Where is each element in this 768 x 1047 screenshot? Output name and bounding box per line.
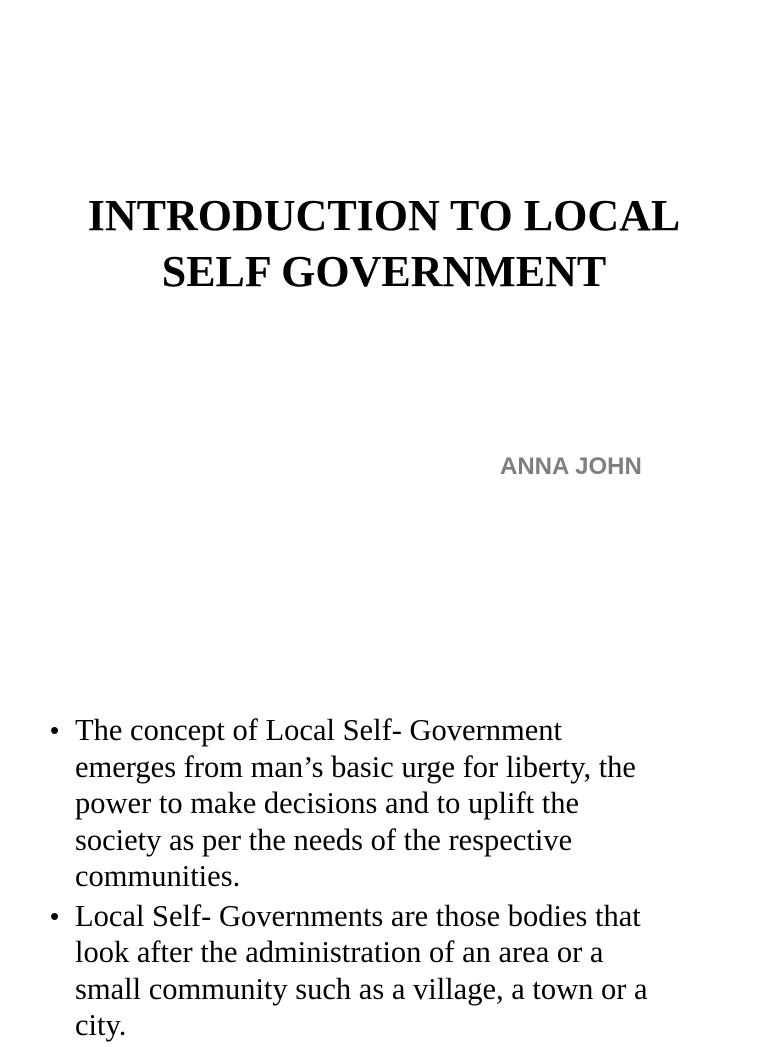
bullet-2-line-1: Local Self- Governments are those bodies that bbox=[75, 898, 641, 933]
slide-title bbox=[0, 188, 768, 300]
bullet-2-line-3: small community such as a village, a town or a bbox=[75, 971, 648, 1006]
slide-title-line-1: INTRODUCTION TO LOCAL bbox=[87, 191, 681, 240]
slide-title-line-2: SELF GOVERNMENT bbox=[161, 247, 607, 296]
bullet-1-line-3: power to make decisions and to uplift the bbox=[75, 786, 579, 820]
bullet-item-1 bbox=[40, 712, 730, 895]
bullet-1-line-4: society as per the needs of the respective bbox=[75, 822, 573, 857]
bullet-icon: • bbox=[50, 715, 60, 745]
bullet-icon: • bbox=[50, 900, 60, 931]
bullet-2-line-4: city. bbox=[75, 1008, 127, 1042]
bullet-list bbox=[40, 712, 730, 1047]
bullet-1-line-2: emerges from man’s basic urge for liberty, the bbox=[75, 749, 636, 784]
bullet-1-line-1: The concept of Local Self- Government bbox=[75, 713, 562, 747]
bullet-1-line-5: communities. bbox=[75, 859, 241, 893]
author-name: ANNA JOHN bbox=[500, 453, 642, 480]
content-slide bbox=[0, 576, 768, 1042]
bullet-item-2 bbox=[40, 898, 730, 1044]
bullet-2-line-2: look after the administration of an area or a bbox=[75, 935, 604, 969]
